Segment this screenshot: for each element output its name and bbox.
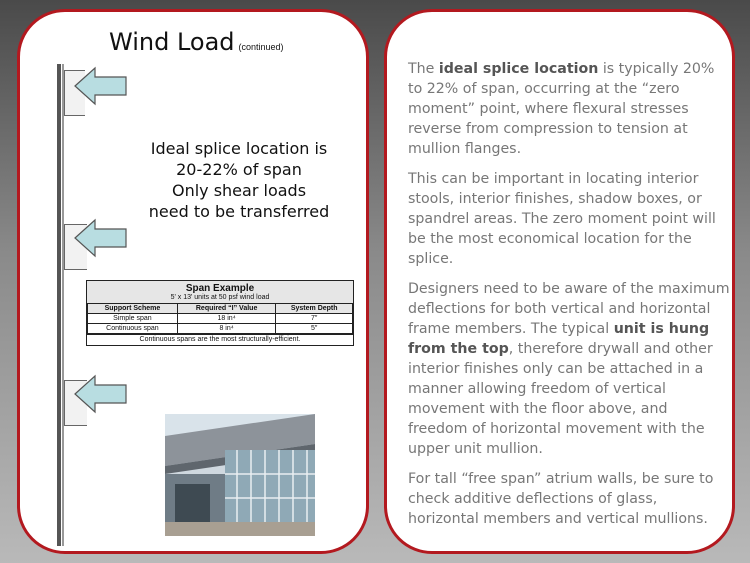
bold-run: ideal splice location	[438, 61, 599, 77]
mullion-inner-line	[62, 64, 64, 546]
table-header: Required “I” Value	[177, 304, 276, 314]
table-cell: 5″	[276, 324, 353, 334]
paragraph-deflections	[408, 279, 730, 459]
callout-line: need to be transferred	[148, 202, 330, 221]
table-title: Span Example	[185, 283, 255, 294]
body-text	[408, 59, 730, 539]
left-panel	[17, 9, 369, 554]
bold-run: unit is hung from the top	[408, 321, 710, 357]
table-cell: Simple span	[88, 314, 178, 324]
table-subtitle: 5' x 13' units at 50 psf wind load	[170, 294, 270, 301]
table-row	[88, 314, 353, 324]
table-row	[88, 324, 353, 334]
table-header: Support Scheme	[88, 304, 178, 314]
text-run: , therefore drywall and other interior finishes only can be attached in a manner allowing freedom of vertical movement with the floor above, and freedom of horizontal movement with the upper unit mullion.	[408, 341, 713, 457]
table-cell: 7″	[276, 314, 353, 324]
splice-callout	[134, 138, 344, 222]
title-sub: (continued)	[238, 42, 284, 52]
slide-title	[109, 28, 284, 56]
callout-line: 20-22% of span	[176, 160, 302, 179]
mullion-elevation	[57, 64, 61, 546]
arrow-middle-icon	[73, 218, 128, 258]
table-cell: Continuous span	[88, 324, 178, 334]
table-header-row	[88, 304, 353, 314]
paragraph-atrium: For tall “free span” atrium walls, be sure to check additive deflections of glass, horizontal members and vertical mullions.	[408, 471, 714, 527]
arrow-top-icon	[73, 66, 128, 106]
text-run: is typically 20% to 22% of span, occurring at the “zero moment” point, where flexural stresses reverse from compression to tension at mullion flanges.	[408, 61, 715, 157]
callout-line: Ideal splice location is	[150, 139, 328, 158]
building-photo	[165, 414, 315, 536]
table-cell: 8 in⁴	[177, 324, 276, 334]
table-header: System Depth	[276, 304, 353, 314]
callout-line: Only shear loads	[171, 181, 307, 200]
paragraph-splice	[408, 59, 730, 159]
arrow-bottom-icon	[73, 374, 128, 414]
paragraph-importance: This can be important in locating interior stools, interior finishes, shadow boxes, or spandrel areas. The zero moment point will be the most economical location for the splice.	[408, 171, 716, 267]
title-main: Wind Load	[109, 28, 235, 56]
right-panel	[384, 9, 735, 554]
text-run: Designers need to be aware of the maximum deflections for both vertical and horizontal frame members. The typical	[408, 281, 730, 337]
table-cell: 18 in⁴	[177, 314, 276, 324]
text-run: The	[408, 61, 439, 77]
table-footer: Continuous spans are the most structurally-efficient.	[87, 334, 353, 345]
span-example-table	[86, 280, 354, 346]
